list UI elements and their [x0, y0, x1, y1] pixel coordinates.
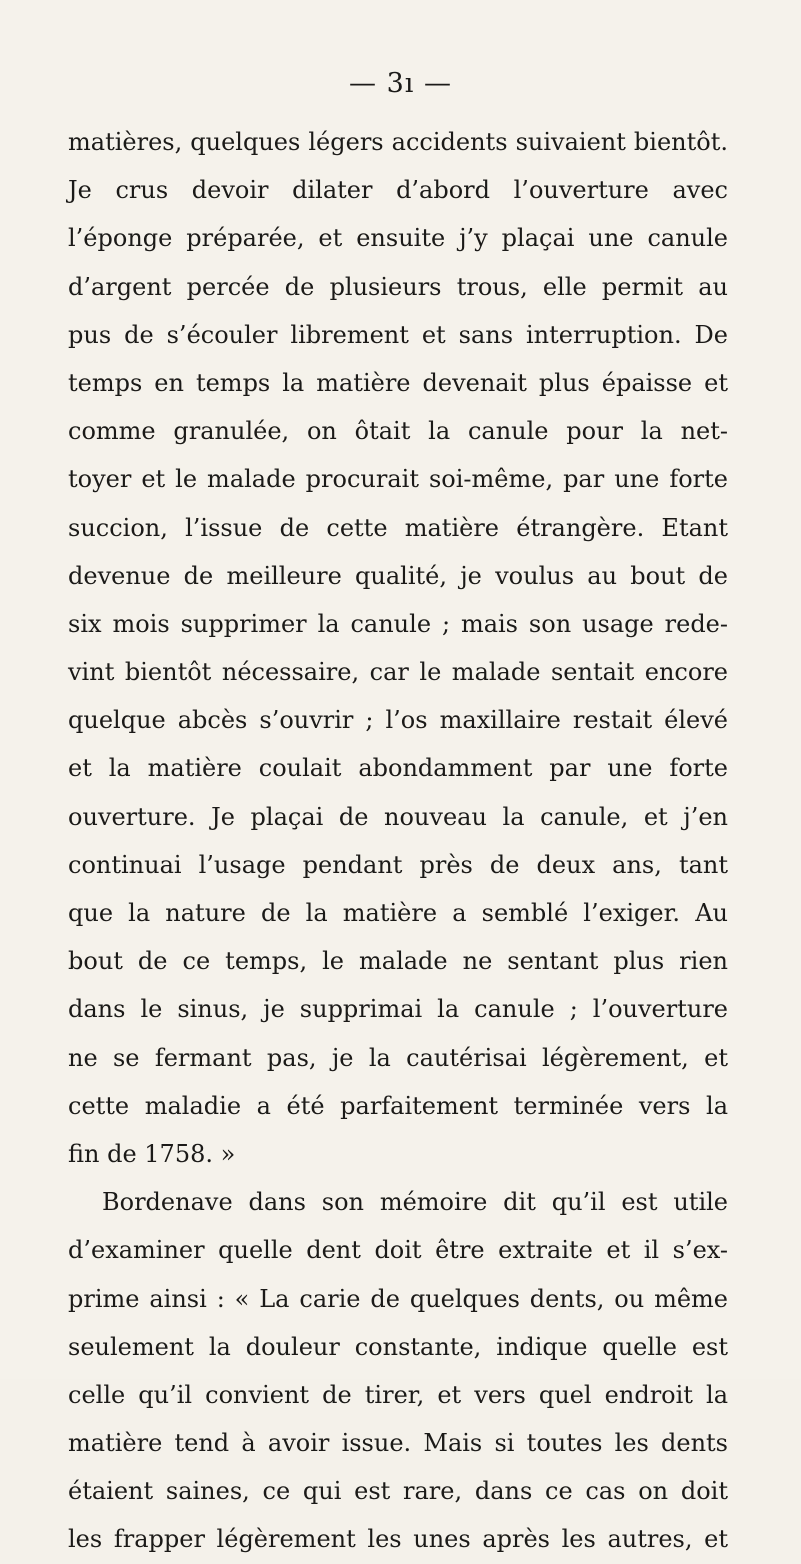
text-line: matières, quelques légers accidents suivaient bientôt.	[68, 128, 728, 156]
text-line: quelque abcès s’ouvrir ; l’os maxillaire restait élevé	[68, 706, 728, 735]
text-line: et la matière coulait abondamment par une forte	[68, 754, 728, 783]
text-line: six mois supprimer la canule ; mais son usage rede-	[68, 609, 728, 638]
text-line: continuai l’usage pendant près de deux ans, tant	[68, 850, 728, 879]
text-line: Je crus devoir dilater d’abord l’ouverture avec	[68, 176, 728, 205]
text-line: que la nature de la matière a semblé l’exiger. Au	[68, 899, 728, 927]
body-text	[68, 118, 728, 1564]
text-line: ne se fermant pas, je la cautérisai légèrement, et	[68, 1043, 728, 1072]
text-line: temps en temps la matière devenait plus épaisse et	[68, 368, 728, 397]
text-line: ouverture. Je plaçai de nouveau la canule, et j’en	[68, 802, 728, 831]
text-line: étaient saines, ce qui est rare, dans ce cas on doit	[68, 1477, 728, 1506]
text-line: dans le sinus, je supprimai la canule ; l’ouverture	[68, 995, 728, 1024]
text-line: toyer et le malade procurait soi-même, par une forte	[68, 465, 728, 494]
text-line: pus de s’écouler librement et sans interruption. De	[68, 320, 728, 349]
text-line: Bordenave dans son mémoire dit qu’il est utile	[102, 1188, 728, 1217]
text-line: d’examiner quelle dent doit être extraite et il s’ex-	[68, 1236, 728, 1265]
text-line: matière tend à avoir issue. Mais si toutes les dents	[68, 1429, 728, 1458]
text-line: fin de 1758. »	[68, 1139, 236, 1168]
text-line: devenue de meilleure qualité, je voulus au bout de	[68, 561, 728, 590]
text-line: bout de ce temps, le malade ne sentant plus rien	[68, 947, 728, 976]
text-line: d’argent percée de plusieurs trous, elle permit au	[68, 272, 728, 301]
text-line: succion, l’issue de cette matière étrangère. Etant	[68, 513, 728, 542]
text-line: l’éponge préparée, et ensuite j’y plaçai une canule	[68, 224, 728, 253]
text-line: les frapper légèrement les unes après les autres, et	[68, 1525, 728, 1554]
text-line: prime ainsi : « La carie de quelques dents, ou même	[68, 1284, 728, 1313]
text-line: seulement la douleur constante, indique quelle est	[68, 1332, 728, 1361]
text-line: comme granulée, on ôtait la canule pour la net-	[68, 417, 728, 446]
text-line: celle qu’il convient de tirer, et vers quel endroit la	[68, 1380, 728, 1409]
text-line: cette maladie a été parfaitement terminée vers la	[68, 1091, 728, 1120]
page-number: — 3ı —	[349, 68, 452, 99]
text-line: vint bientôt nécessaire, car le malade sentait encore	[68, 658, 728, 687]
